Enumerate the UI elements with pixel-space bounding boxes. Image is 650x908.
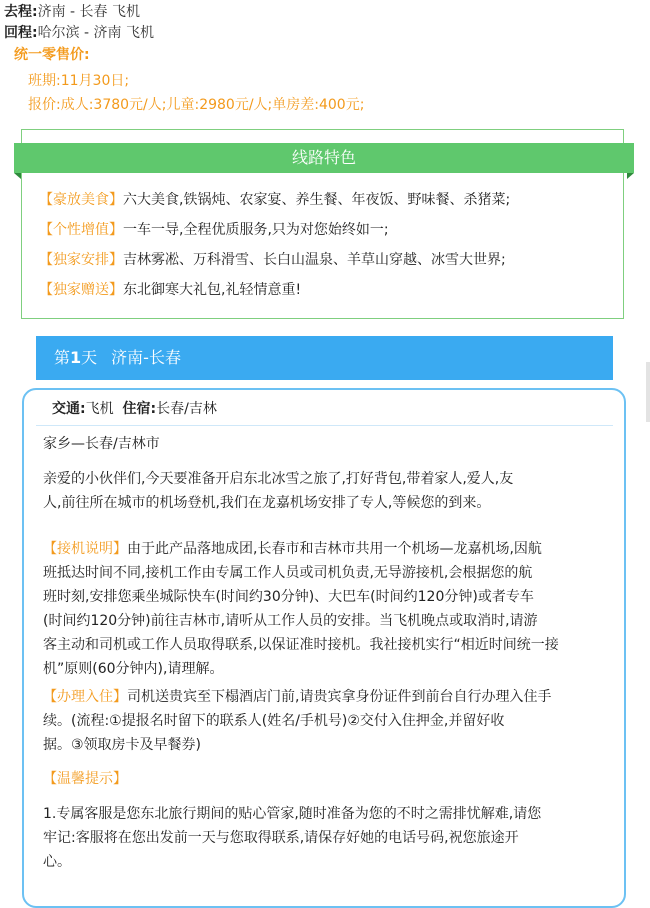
transport-value: 飞机 <box>85 401 114 417</box>
feature-tag: 【豪放美食】 <box>39 192 123 208</box>
tips-section <box>43 802 611 874</box>
pickup-line: 由于此产品落地成团,长春市和吉林市共用一个机场—龙嘉机场,因航 <box>127 541 542 557</box>
outbound-value: 济南 - 长春 飞机 <box>37 4 141 20</box>
banner-fold-right <box>627 173 634 179</box>
feature-text: 六大美食,铁锅炖、农家宴、养生餐、年夜饭、野味餐、杀猪菜; <box>123 192 511 208</box>
intro-line: 亲爱的小伙伴们,今天要准备开启东北冰雪之旅了,打好背包,带着家人,爱人,友 <box>43 471 514 487</box>
pickup-tag: 【接机说明】 <box>43 541 127 557</box>
tips-heading <box>43 767 611 791</box>
outbound-label: 去程: <box>4 4 38 20</box>
pickup-line: (时间约120分钟)前往吉林市,请听从工作人员的安排。当飞机晚点或取消时,请游 <box>43 613 538 629</box>
meta-divider <box>36 425 613 426</box>
pickup-section <box>43 537 611 681</box>
banner-fold-left <box>14 173 21 179</box>
day-header <box>36 336 613 380</box>
feature-item <box>39 189 510 209</box>
day-route: 济南-长春 <box>111 348 181 367</box>
feature-tag: 【个性增值】 <box>39 222 123 238</box>
pickup-line: 客主动和司机或工作人员取得联系,以保证准时接机。我社接机实行“相近时间统一接 <box>43 637 559 653</box>
return-value: 哈尔滨 - 济南 飞机 <box>37 25 155 41</box>
feature-item <box>39 219 389 239</box>
day-subtitle: 家乡—长春/吉林市 <box>43 436 160 452</box>
stay-label: 住宿: <box>122 401 157 417</box>
pickup-line: 机”原则(60分钟内),请理解。 <box>43 661 224 677</box>
checkin-line: 据。③领取房卡及早餐券) <box>43 737 202 753</box>
price-detail: 报价:成人:3780元/人;儿童:2980元/人;单房差:400元; <box>28 97 365 113</box>
day-meta <box>52 398 217 418</box>
feature-text: 吉林雾凇、万科滑雪、长白山温泉、羊草山穿越、冰雪大世界; <box>123 252 506 268</box>
checkin-line: 司机送贵宾至下榻酒店门前,请贵宾拿身份证件到前台自行办理入住手 <box>127 689 552 705</box>
tips-line: 心。 <box>43 854 71 870</box>
pickup-line: 班时刻,安排您乘坐城际快车(时间约30分钟)、大巴车(时间约120分钟)或者专车 <box>43 589 534 605</box>
tips-line: 1.专属客服是您东北旅行期间的贴心管家,随时准备为您的不时之需排忧解难,请您 <box>43 806 542 822</box>
scrollbar[interactable] <box>646 362 650 422</box>
day-number: 1 <box>70 348 82 367</box>
feature-item <box>39 249 506 269</box>
feature-item <box>39 279 301 299</box>
outbound-route <box>4 2 140 22</box>
price-heading: 统一零售价: <box>14 47 90 63</box>
checkin-tag: 【办理入住】 <box>43 689 127 705</box>
return-route <box>4 23 154 43</box>
checkin-line: 续。(流程:①提报名时留下的联系人(姓名/手机号)②交付入住押金,并留好收 <box>43 713 505 729</box>
pickup-line: 班抵达时间不同,接机工作由专属工作人员或司机负责,无导游接机,会根据您的航 <box>43 565 533 581</box>
features-title: 线路特色 <box>14 143 634 173</box>
transport-label: 交通: <box>52 401 86 417</box>
feature-tag: 【独家安排】 <box>39 252 123 268</box>
return-label: 回程: <box>4 25 38 41</box>
feature-text: 东北御寒大礼包,礼轻情意重! <box>123 282 302 298</box>
tips-line: 牢记:客服将在您出发前一天与您取得联系,请保存好她的电话号码,祝您旅途开 <box>43 830 519 846</box>
stay-value: 长春/吉林 <box>156 401 217 417</box>
day-intro <box>43 467 611 515</box>
feature-text: 一车一导,全程优质服务,只为对您始终如一; <box>123 222 389 238</box>
checkin-section <box>43 685 611 757</box>
day-label: 第 <box>54 348 71 367</box>
feature-tag: 【独家赠送】 <box>39 282 123 298</box>
day-unit: 天 <box>81 348 98 367</box>
price-schedule: 班期:11月30日; <box>28 73 130 89</box>
tips-tag: 【温馨提示】 <box>43 771 127 787</box>
intro-line: 人,前往所在城市的机场登机,我们在龙嘉机场安排了专人,等候您的到来。 <box>43 495 491 511</box>
